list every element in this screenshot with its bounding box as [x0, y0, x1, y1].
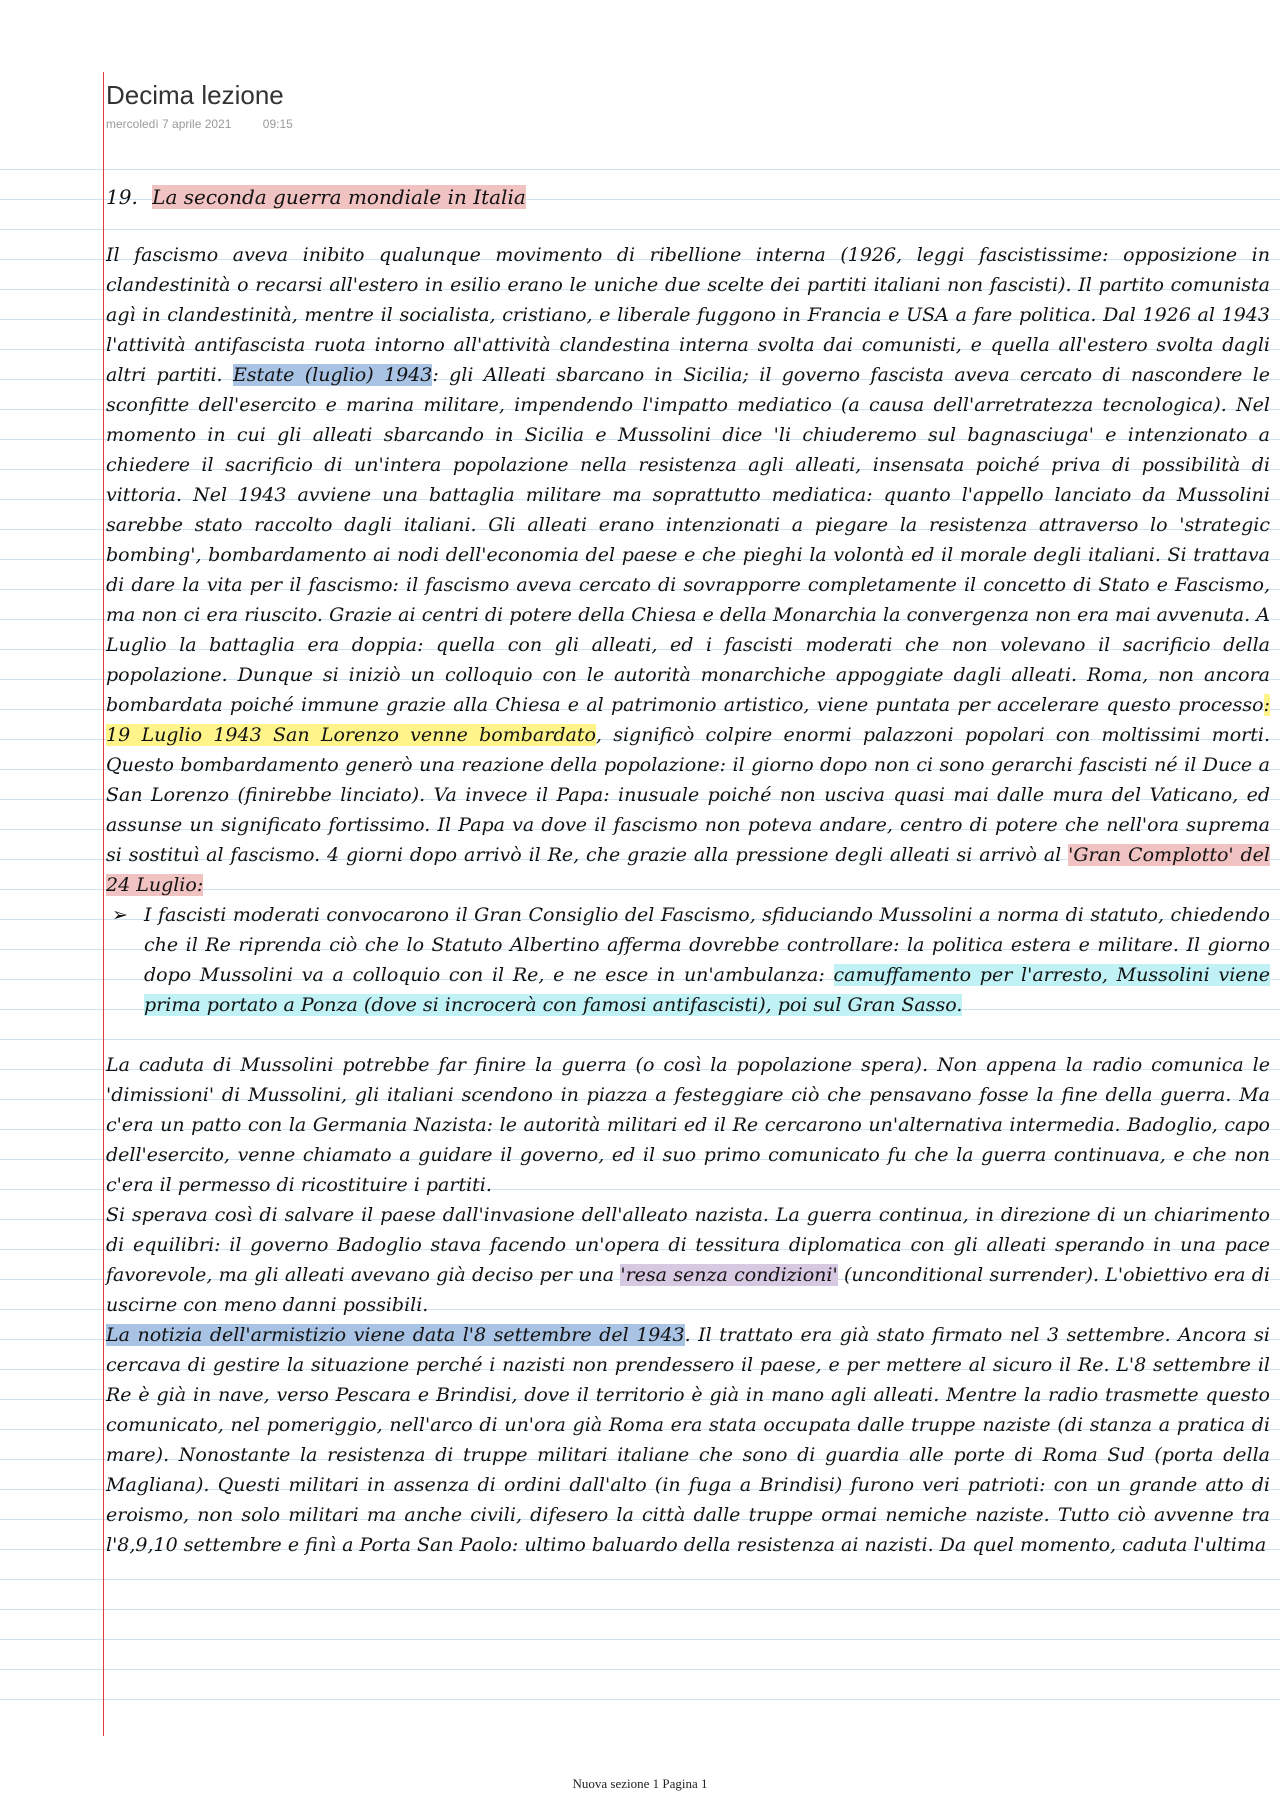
- blank-line: [106, 1020, 1270, 1050]
- footer-area: [0, 1722, 1280, 1808]
- page-time: 09:15: [262, 117, 293, 131]
- highlight-yellow: : 19 Luglio 1943 San Lorenzo venne bombardato: [106, 694, 1270, 746]
- section-heading: [106, 182, 526, 212]
- page-footer: Nuova sezione 1 Pagina 1: [572, 1776, 708, 1791]
- text-run: Si sperava così di salvare il paese dall'invasione dell'alleato nazista. La guerra continua, in direzione di un chiarimento di equilibri: il governo Badoglio stava facendo un'opera di tessitura diplomatica con gli alleati sperando in una pace favorevole, ma gli alleati avevano già deciso per una: [106, 1204, 1270, 1286]
- highlight-blue: La notizia dell'armistizio viene data l'8 settembre del 1943: [106, 1324, 685, 1346]
- section-number: 19.: [106, 185, 138, 209]
- highlight-purple: 'resa senza condizioni': [620, 1264, 838, 1286]
- arrow-bullet-icon: ➢: [112, 904, 128, 926]
- page-meta: [106, 116, 293, 132]
- text-run: I fascisti moderati convocarono il Gran Consiglio del Fascismo, sfiduciando Mussolini a norma di statuto, chiedendo che il Re riprenda ciò che lo Statuto Albertino afferma dovrebbe controllare: la politica estera e militare. Il giorno dopo Mussolini va a colloquio con il Re, e ne esce in un'ambulanza:: [144, 904, 1270, 986]
- text-run: . Il trattato era già stato firmato nel 3 settembre. Ancora si cercava di gestire la situazione perché i nazisti non prendessero il paese, e per mettere al sicuro il Re. L'8 settembre il Re è già in nave, verso Pescara e Brindisi, dove il territorio è già in mano agli alleati. Mentre la radio trasmette questo comunicato, nel pomeriggio, nell'arco di un'ora già Roma era stata occupata dalle truppe naziste (di stanza a pratica di mare). Nonostante la resistenza di truppe militari italiane che sono di guardia alle porte di Roma Sud (porta della Magliana). Questi militari in assenza di ordini dall'alto (in fuga a Brindisi) furono veri patrioti: con un grande atto di eroismo, non solo militari ma anche civili, difesero la città dalle truppe ormai nemiche naziste. Tutto ciò avvenne tra l'8,9,10 settembre e finì a Porta San Paolo: ultimo baluardo della resistenza ai nazisti. Da quel momento, caduta l'ultima: [106, 1324, 1270, 1556]
- paragraph: [106, 1320, 1270, 1560]
- section-title: La seconda guerra mondiale in Italia: [152, 185, 526, 209]
- paragraph: [106, 1050, 1270, 1200]
- page-header: [106, 78, 293, 132]
- page-date: mercoledì 7 aprile 2021: [106, 117, 232, 131]
- paragraph: [106, 240, 1270, 900]
- highlight-cyan: camuffamento per l'arresto, Mussolini viene prima portato a Ponza (dove si incrocerà con famosi antifascisti), poi sul Gran Sasso.: [144, 964, 1271, 1016]
- text-run: La caduta di Mussolini potrebbe far finire la guerra (o così la popolazione spera). Non appena la radio comunica le 'dimissioni' di Mussolini, gli italiani scendono in piazza a festeggiare ciò che pensavano fosse la fine della guerra. Ma c'era un patto con la Germania Nazista: le autorità militari ed il Re cercarono un'alternativa intermedia. Badoglio, capo dell'esercito, venne chiamato a guidare il governo, ed il suo primo comunicato fu che la guerra continuava, e che non c'era il permesso di ricostituire i partiti.: [106, 1054, 1270, 1196]
- page-title[interactable]: Decima lezione: [106, 80, 284, 110]
- note-content: [106, 240, 1270, 1560]
- bullet-list: [106, 900, 1270, 1020]
- paragraph: [106, 1200, 1270, 1320]
- highlight-blue: Estate (luglio) 1943: [232, 364, 433, 386]
- margin-line: [103, 72, 104, 1736]
- text-run: , significò colpire enormi palazzoni popolari con moltissimi morti. Questo bombardamento generò una reazione della popolazione: il giorno dopo non ci sono gerarchi fascisti né il Duce a San Lorenzo (finirebbe linciato). Va invece il Papa: inusuale poiché non usciva quasi mai dalle mura del Vaticano, ed assunse un significato fortissimo. Il Papa va dove il fascismo non poteva andare, centro di potere che nell'ora suprema si sostituì al fascismo. 4 giorni dopo arrivò il Re, che grazie alla pressione degli alleati si arrivò al: [106, 724, 1270, 866]
- text-run: Il fascismo aveva inibito qualunque movimento di ribellione interna (1926, leggi fascistissime: opposizione in clandestinità o recarsi all'estero in esilio erano le uniche due scelte dei partiti italiani non fascisti). Il partito comunista agì in clandestinità, mentre il socialista, cristiano, e liberale fuggono in Francia e USA a fare politica. Dal 1926 al 1943 l'attività antifascista ruota intorno all'attività clandestina interna svolta dai comunisti, e quella all'estero svolta dagli altri partiti.: [106, 244, 1270, 386]
- text-run: : gli Alleati sbarcano in Sicilia; il governo fascista aveva cercato di nascondere le sconfitte dell'esercito e marina militare, impendendo l'impatto mediatico (a causa dell'arretratezza tecnologica). Nel momento in cui gli alleati sbarcando in Sicilia e Mussolini dice 'li chiuderemo sul bagnasciuga' e intenzionato a chiedere il sacrificio di un'intera popolazione nella resistenza agli alleati, insensata poiché priva di possibilità di vittoria. Nel 1943 avviene una battaglia militare ma soprattutto mediatica: quanto l'appello lanciato da Mussolini sarebbe stato raccolto dagli italiani. Gli alleati erano intenzionati a piegare la resistenza attraverso lo 'strategic bombing', bombardamento ai nodi dell'economia del paese e che pieghi la volontà ed il morale degli italiani. Si trattava di dare la vita per il fascismo: il fascismo aveva cercato di sovrapporre completamente il concetto di Stato e Fascismo, ma non ci era riuscito. Grazie ai centri di potere della Chiesa e della Monarchia la convergenza non era mai avvenuta. A Luglio la battaglia era doppia: quella con gli alleati, ed i fascisti moderati che non volevano il sacrificio della popolazione. Dunque si iniziò un colloquio con le autorità monarchiche appoggiate dagli alleati. Roma, non ancora bombardata poiché immune grazie alla Chiesa e al patrimonio artistico, viene puntata per accelerare questo processo: [106, 364, 1270, 716]
- list-item: [106, 900, 1270, 1020]
- highlight-red: 'Gran Complotto' del 24 Luglio:: [106, 844, 1270, 896]
- text-run: (unconditional surrender). L'obiettivo era di uscirne con meno danni possibili.: [106, 1264, 1271, 1316]
